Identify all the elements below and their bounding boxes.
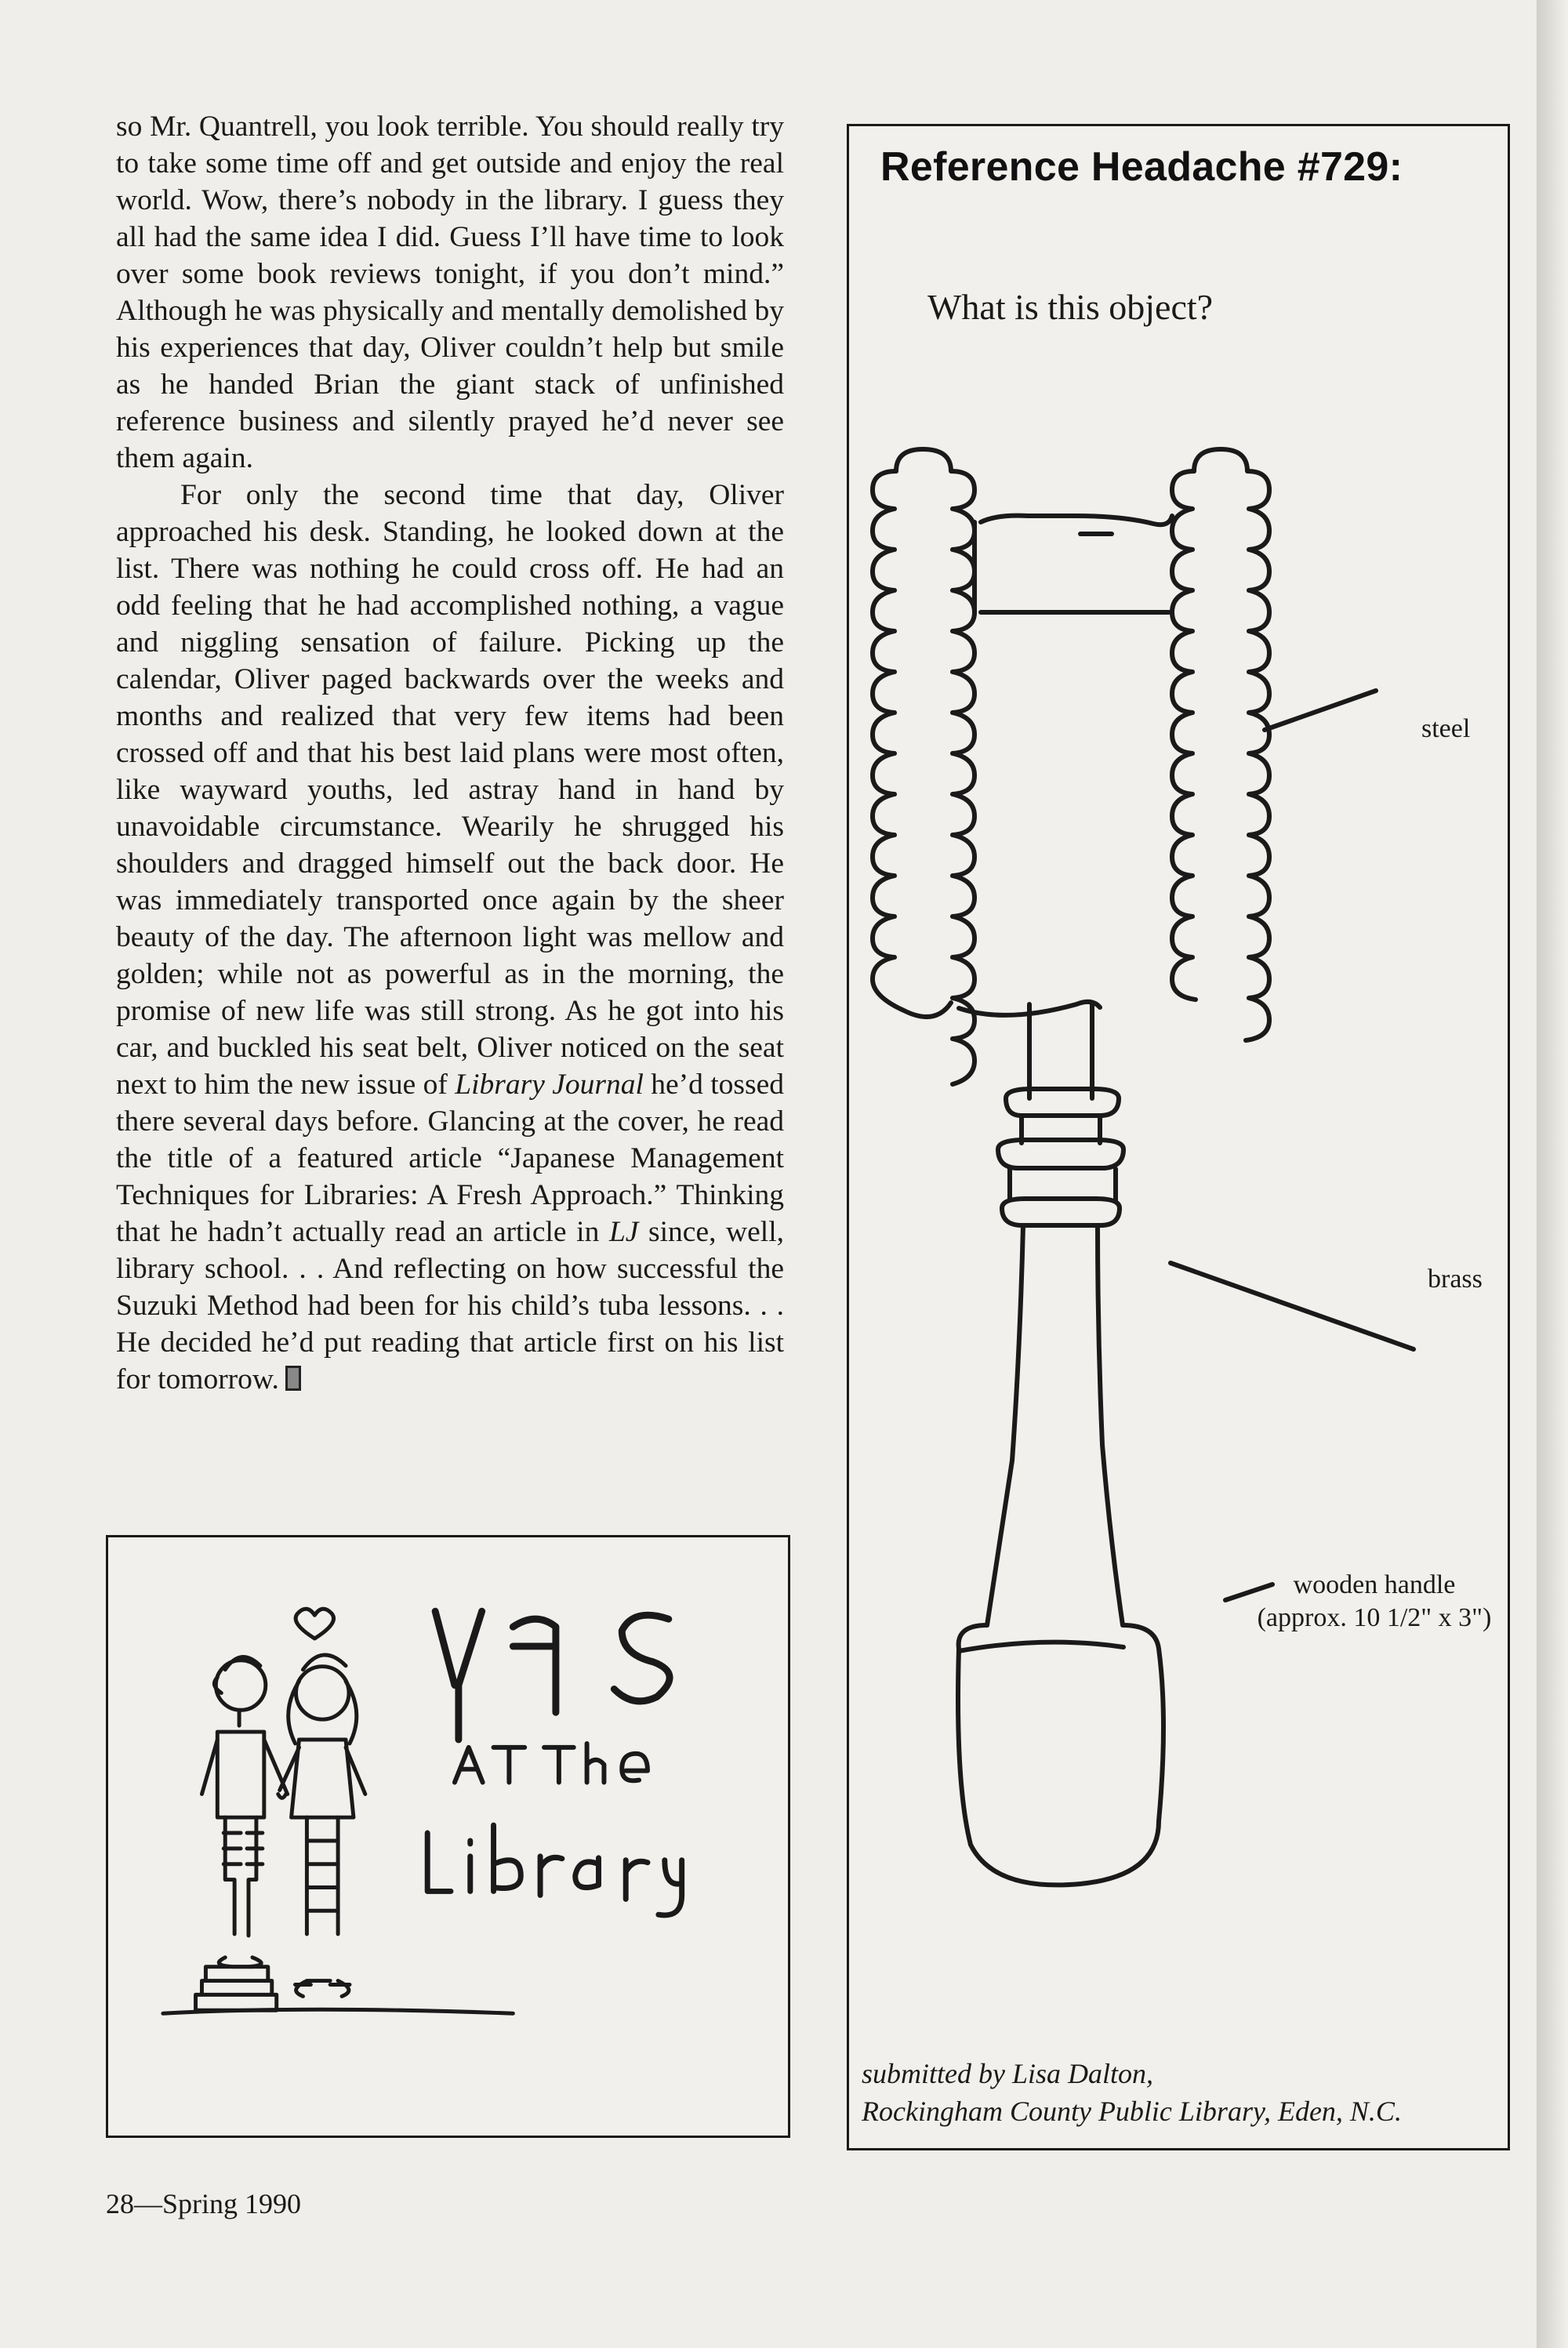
wooden-handle-label-line-2: (approx. 10 1/2" x 3") bbox=[1257, 1603, 1492, 1632]
page-edge bbox=[1537, 0, 1568, 2348]
end-of-story-mark bbox=[285, 1366, 301, 1391]
reference-headache-box bbox=[847, 124, 1510, 2150]
yas-at-the-library-cartoon bbox=[106, 1535, 790, 2138]
reference-title: Reference Headache #729: bbox=[880, 144, 1403, 190]
story-paragraph-1: so Mr. Quantrell, you look terrible. You should really try to take some time off and get outside and enjoy the real world. Wow, there’s nobody in the library. I guess they all had the same idea I did. Guess I’ll have time to look over some book reviews tonight, if you don’t mind.” Although he was physically and mentally demolished by his experiences that day, Oliver couldn’t help but smile as he handed Brian the giant stack of unfinished reference business and silently prayed he’d never see them again. bbox=[116, 111, 784, 474]
journal-abbreviation: LJ bbox=[608, 1216, 639, 1248]
credit-line-2: Rockingham County Public Library, Eden, N.C. bbox=[862, 2096, 1402, 2127]
cartoon-drawing bbox=[108, 1537, 788, 2136]
story-text: since, well, library school. . . And reflecting on how successful the Suzuki Method had been for his child’s tuba lessons. . . He decided he’d put reading that article first on his list for tomorrow. bbox=[116, 1216, 784, 1395]
wooden-handle-label-line-1: wooden handle bbox=[1293, 1570, 1456, 1599]
wooden-handle-label bbox=[1257, 1569, 1492, 1635]
reference-question: What is this object? bbox=[927, 287, 1214, 327]
page-folio: 28—Spring 1990 bbox=[106, 2188, 302, 2219]
brass-label: brass bbox=[1428, 1265, 1483, 1294]
story-text: he’d tossed there several days before. Glancing at the cover, he read the title of a featured article “Japanese Management Techniques for Libraries: A Fresh Approach.” Thinking that he hadn’t actually read an article in bbox=[116, 1069, 785, 1248]
story-paragraph-2 bbox=[116, 477, 784, 1398]
journal-title: Library Journal bbox=[455, 1069, 644, 1101]
story-column bbox=[116, 108, 784, 1398]
steel-label: steel bbox=[1421, 714, 1471, 743]
submitted-by-credit bbox=[862, 2055, 1402, 2130]
credit-line-1: submitted by Lisa Dalton, bbox=[862, 2058, 1154, 2089]
mystery-object-drawing bbox=[849, 126, 1512, 2153]
story-text: For only the second time that day, Oliver approached his desk. Standing, he looked down at the list. There was nothing he could cross off. He had an odd feeling that he had accomplished nothing, a vague and niggling sensation of failure. Picking up the calendar, Oliver paged backwards over the weeks and months and realized that very few items had been crossed off and that his best laid plans were most often, like wayward youths, led astray hand in hand by unavoidable circumstance. Wearily he shrugged his shoulders and dragged himself out the back door. He was immediately transported once again by the sheer beauty of the day. The afternoon light was mellow and golden; while not as powerful as in the morning, the promise of new life was still strong. As he got into his car, and buckled his seat belt, Oliver noticed on the seat next to him the new issue of bbox=[116, 479, 784, 1101]
